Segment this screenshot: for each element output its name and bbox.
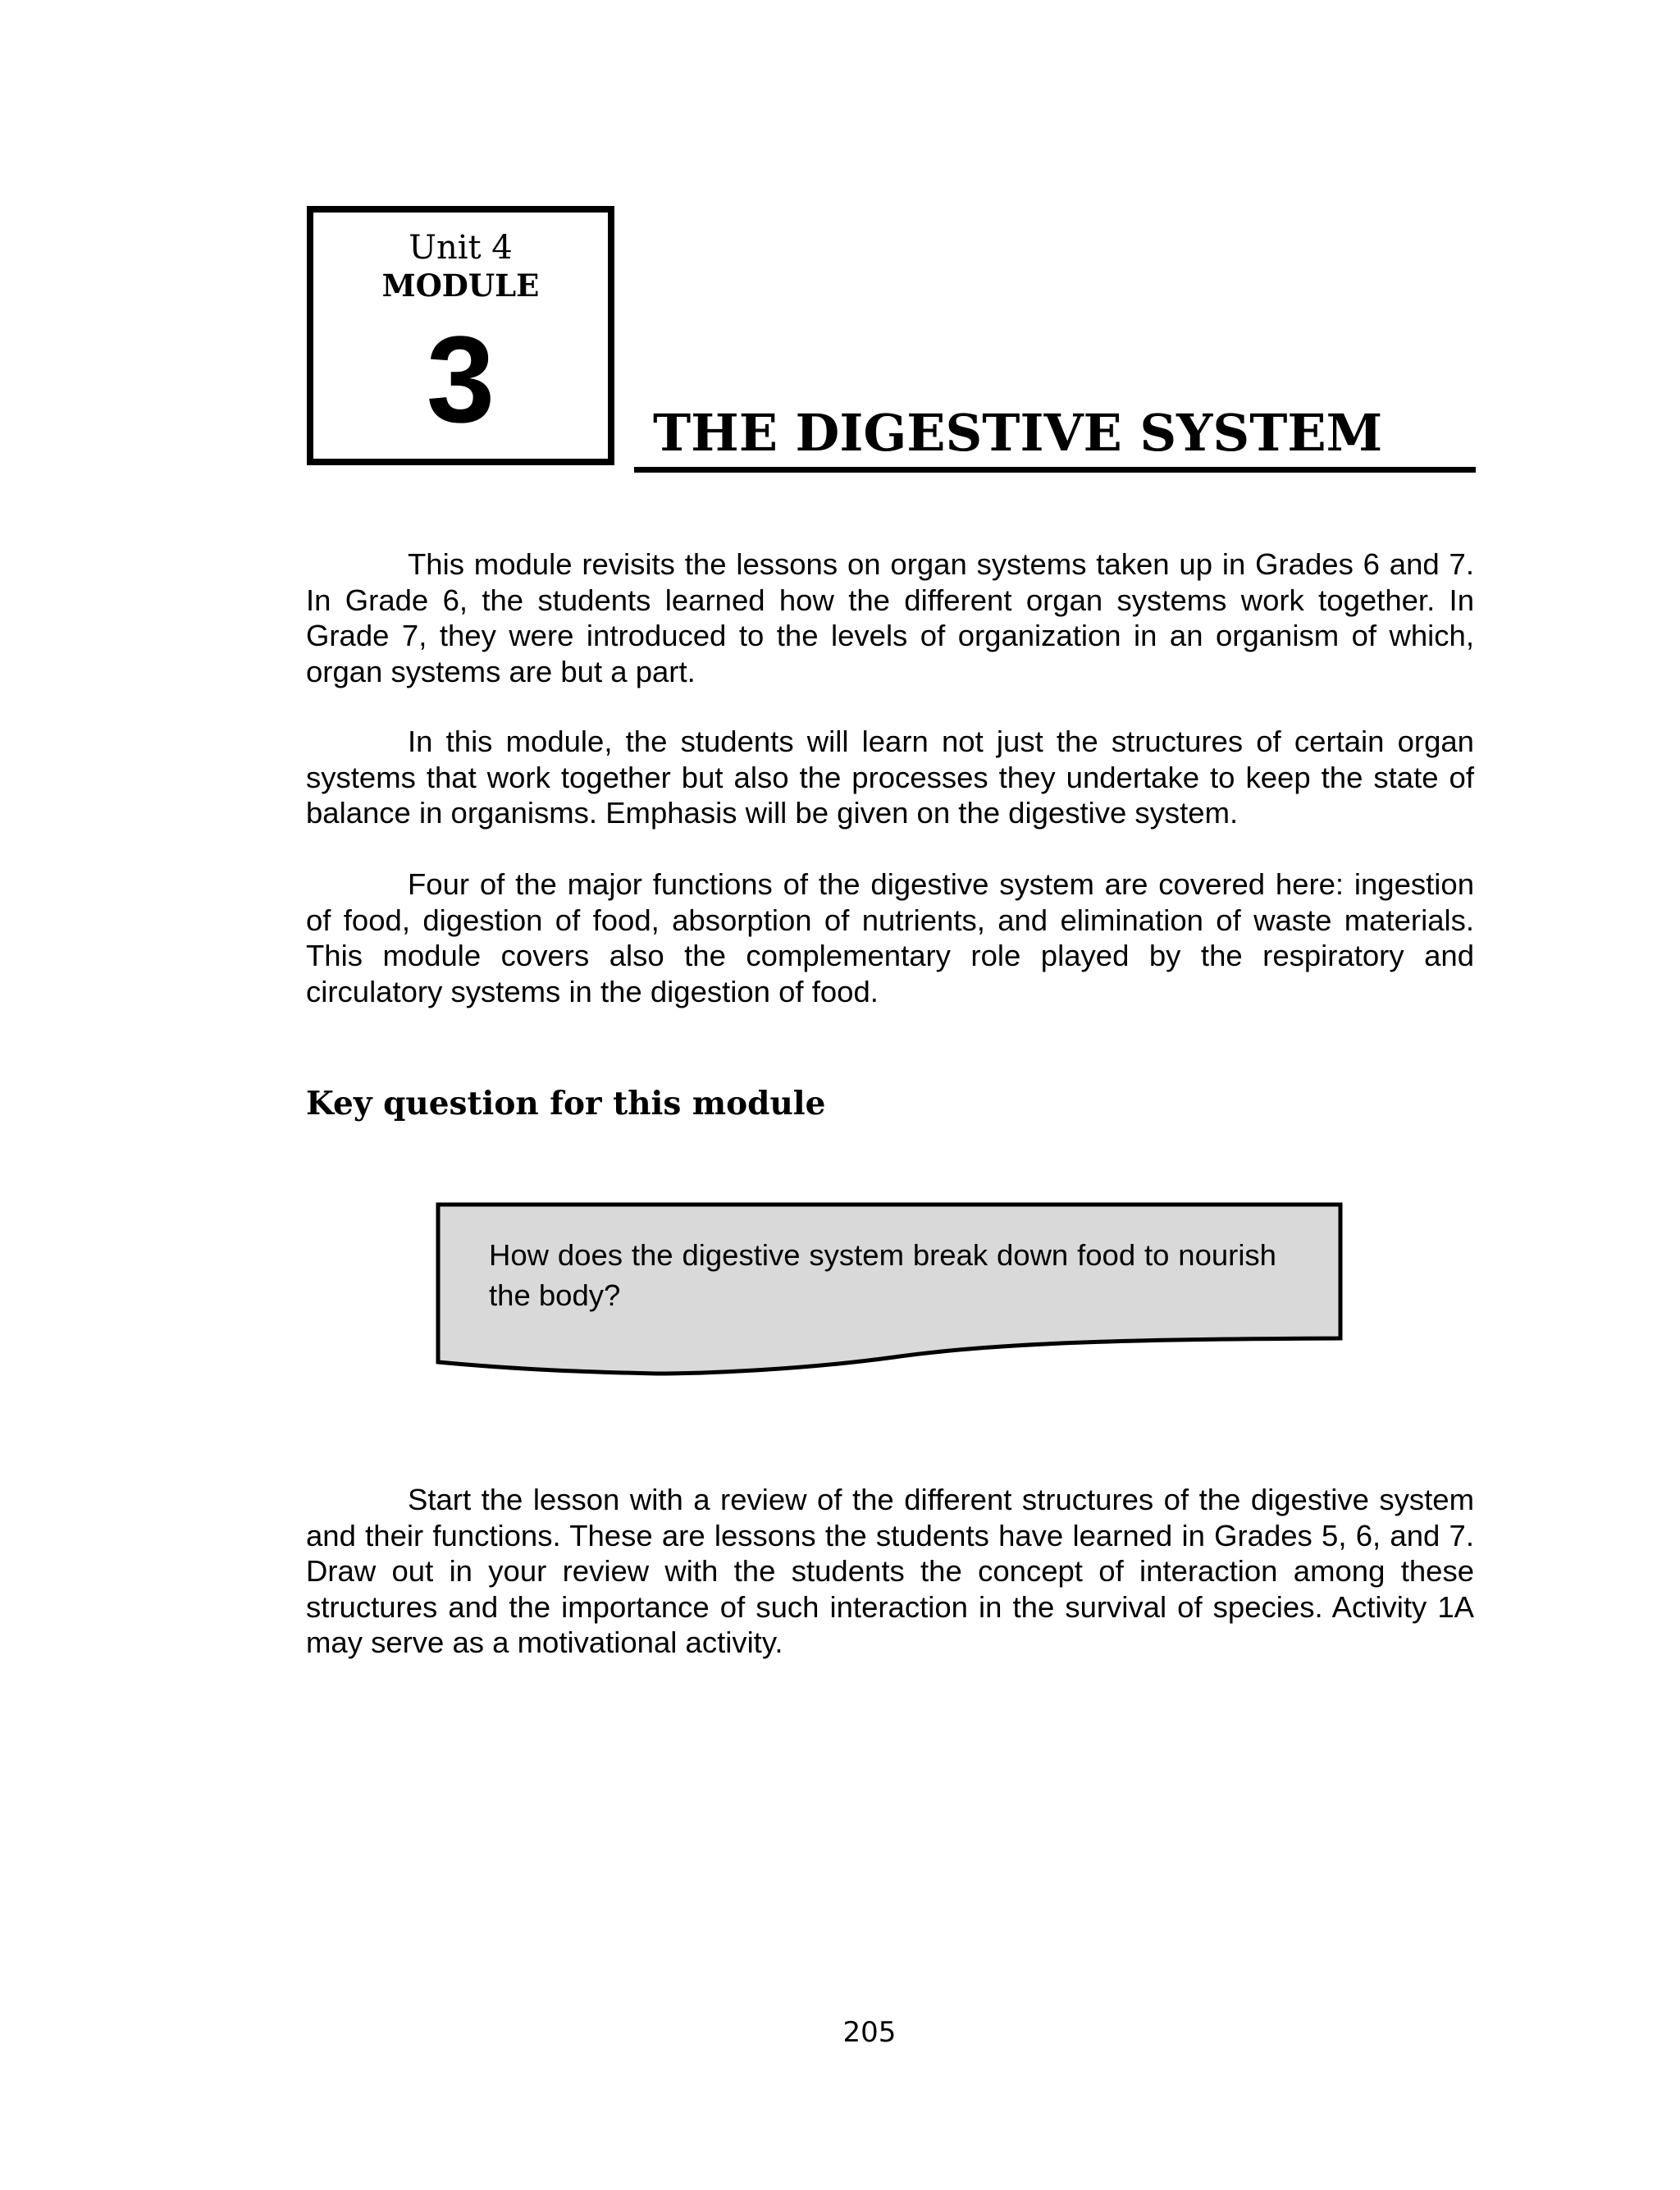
intro-paragraph-1: This module revisits the lessons on organ systems taken up in Grades 6 and 7. In Grade 6, the students learned how the different organ systems work together. In Grade 7, they were introduced to the levels of organization in an organism of which, organ systems are but a part. [306,547,1474,688]
intro-paragraph-3: Four of the major functions of the digestive system are covered here: ingestion of food, digestion of food, absorption of nutrients, and elimination of waste materials. This module covers also the complementary role played by the respiratory and circulatory systems in the digestion of food. [306,867,1474,1008]
title-underline [634,467,1476,473]
module-title: THE DIGESTIVE SYSTEM [653,403,1383,463]
unit-label: Unit 4 [409,229,513,267]
intro-paragraph-2: In this module, the students will learn not just the structures of certain organ systems that work together but also the processes they undertake to keep the state of balance in organisms. Emphasis will be given on the digestive system. [306,725,1474,830]
key-question-text: How does the digestive system break down food to nourish the body? [489,1238,1276,1312]
key-question-heading: Key question for this module [306,1085,826,1122]
page-number: 205 [842,2016,897,2049]
module-label: MODULE [381,267,540,304]
module-badge [307,206,614,465]
module-number: 3 [426,310,495,448]
lesson-start-paragraph: Start the lesson with a review of the different structures of the digestive system and their functions. These are lessons the students have learned in Grades 5, 6, and 7. Draw out in your review with the students the concept of interaction among these structures and the importance of such interaction in the survival of species. Activity 1A may serve as a motivational activity. [306,1483,1474,1659]
